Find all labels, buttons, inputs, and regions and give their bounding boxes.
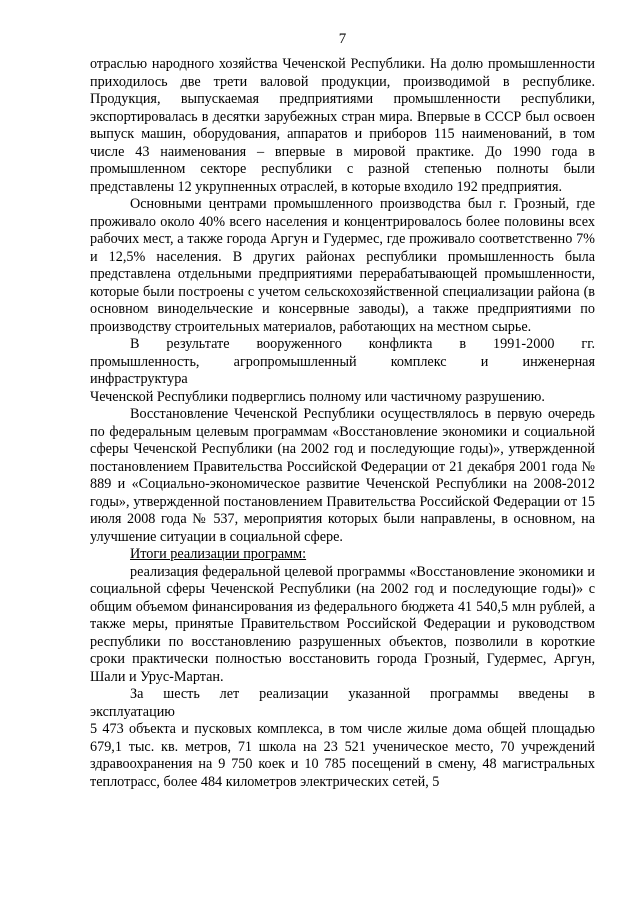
document-body	[90, 56, 595, 791]
paragraph-industry-share: отраслью народного хозяйства Чеченской Республики. На долю промышленности приходилось две трети валовой продукции, производимой в республике. Продукция, выпускаемая предприятиями промышленности республики, экспортировалась в десятки зарубежных стран мира. Впервые в СССР был освоен выпуск машин, оборудования, аппаратов и приборов 115 наименований, в том числе 43 наименования – впервые в мировой практике. До 1990 года в промышленном секторе республики с разной степенью полноты были представлены 12 укрупненных отраслей, в которые входило 192 предприятия.	[90, 56, 595, 195]
paragraph-commissioning-line-2: эксплуатацию	[90, 703, 175, 720]
text-line: В результате вооруженного конфликта в 1991-2000 гг.	[130, 336, 595, 352]
page-number: 7	[338, 31, 347, 47]
paragraph-conflict-line-4: Чеченской Республики подверглись полному или частичному разрушению.	[90, 388, 545, 405]
section-heading	[90, 546, 595, 564]
text-line: промышленность, агропромышленный комплекс и инженерная	[90, 353, 595, 370]
text-line: За шесть лет реализации указанной программы введены в	[130, 686, 595, 702]
paragraph-conflict-line-1	[90, 336, 595, 354]
paragraph-industrial-centers: Основными центрами промышленного производства был г. Грозный, где проживало около 40% всего населения и концентрировалось более половины всех рабочих мест, а также города Аргун и Гудермес, где проживало соответственно 7% и 12,5% населения. В других районах республики промышленность была представлена отдельными предприятиями перерабатывающей промышленности, которые были построены с учетом сельскохозяйственной специализации района (в основном винодельческие и консервные заводы), а также предприятиями по производству строительных материалов, работающих на местном сырье.	[90, 196, 595, 335]
paragraph-restoration-programs: Восстановление Чеченской Республики осуществлялось в первую очередь по федеральным целевым программам «Восстановление экономики и социальной сферы Чеченской Республики (на 2002 год и последующие годы)», утвержденной постановлением Правительства Российской Федерации от 21 декабря 2001 года № 889 и «Социально-экономическое развитие Чеченской Республики на 2008-2012 годы», утвержденной постановлением Правительства Российской Федерации от 15 июля 2008 года № 537, мероприятия которых были направлены, в основном, на улучшение ситуации в социальной сфере.	[90, 406, 595, 545]
paragraph-commissioning-rest: 5 473 объекта и пусковых комплекса, в том числе жилые дома общей площадью 679,1 тыс. кв. метров, 71 школа на 23 521 ученическое место, 70 учреждений здравоохранения на 9 750 коек и 10 785 посещений в смену, 48 магистральных теплотрасс, более 484 километров электрических сетей, 5	[90, 721, 595, 790]
paragraph-conflict-line-3: инфраструктура	[90, 371, 188, 387]
paragraph-conflict-line-2	[90, 354, 595, 372]
heading-program-results: Итоги реализации программ:	[130, 546, 307, 562]
paragraph-commissioning-line-1	[90, 686, 595, 704]
paragraph-program-implementation: реализация федеральной целевой программы «Восстановление экономики и социальной сферы Чеченской Республики (на 2002 год и последующие годы)» с общим объемом финансирования из федерального бюджета 41 540,5 млн рублей, а также меры, принятые Правительством Российской Федерации и руководством республики по восстановлению разрушенных объектов, позволили в короткие сроки практически полностью восстановить города Грозный, Гудермес, Аргун, Шали и Урус-Мартан.	[90, 563, 595, 685]
